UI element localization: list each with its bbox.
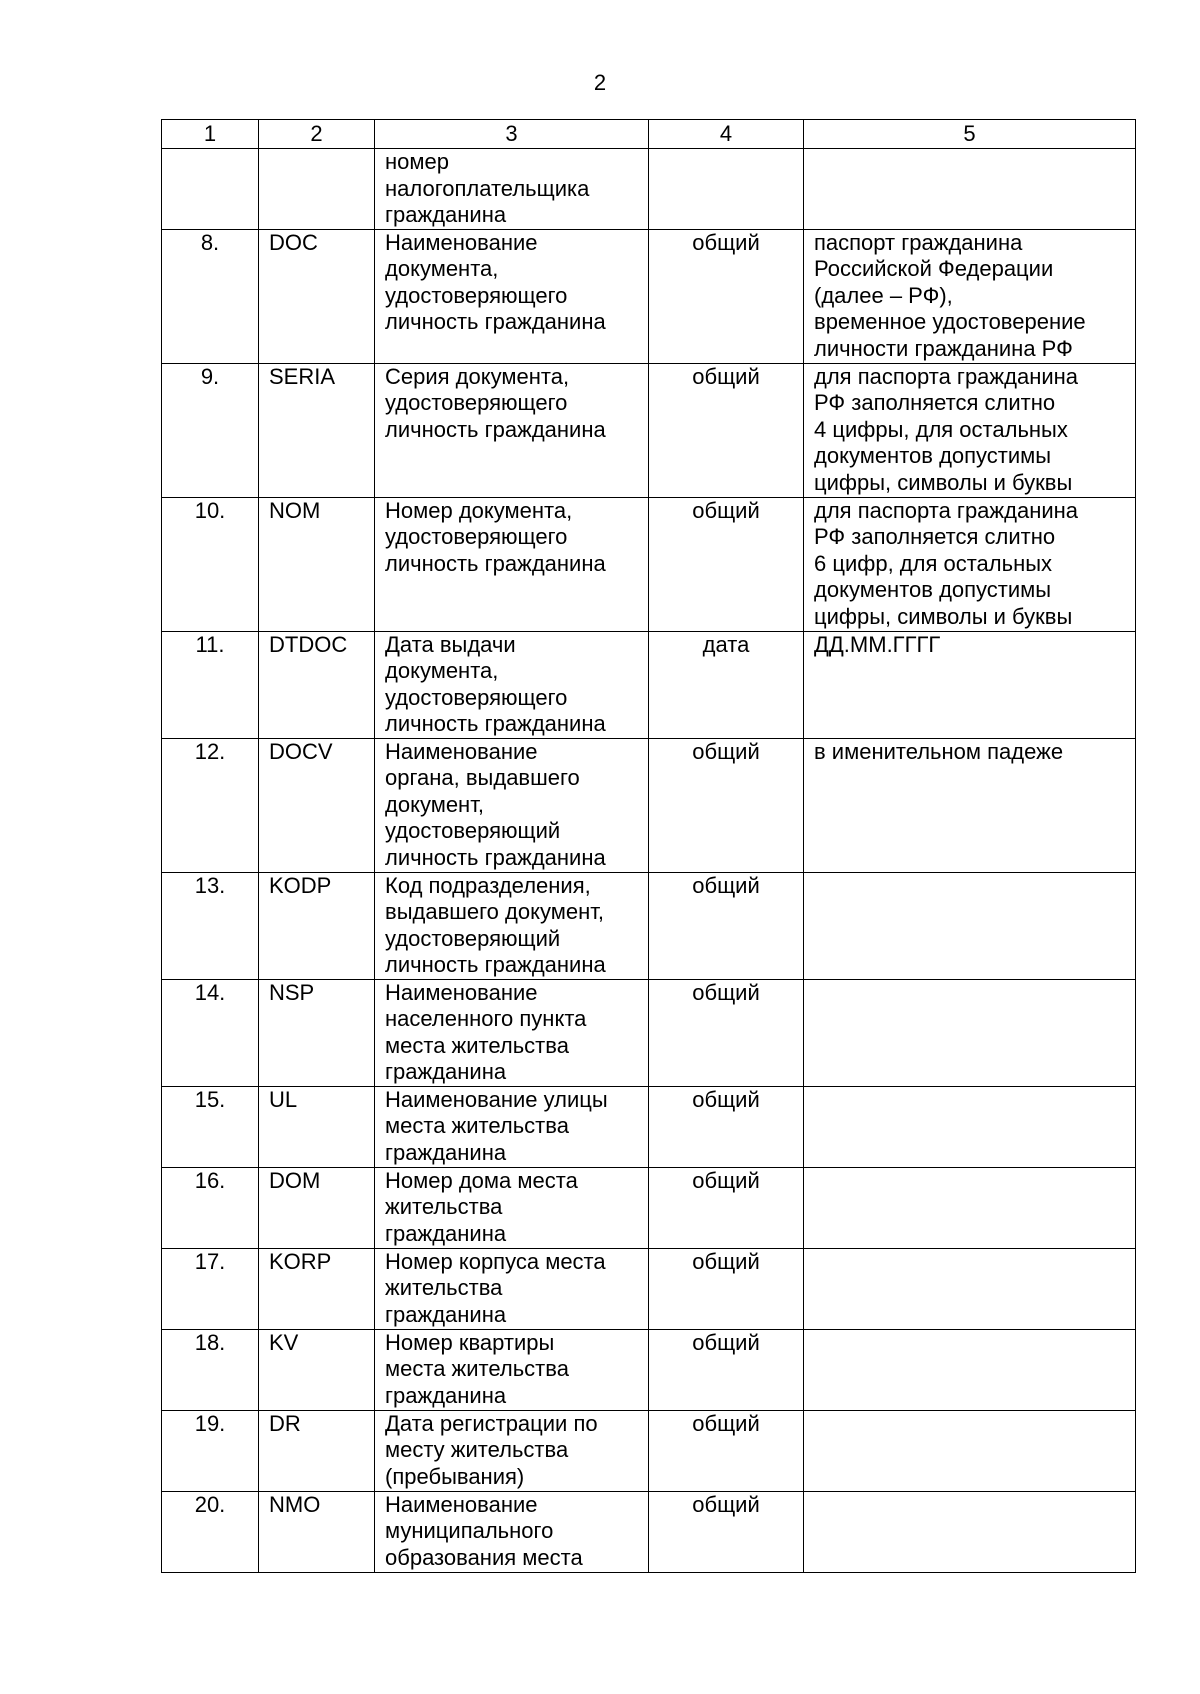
- field-code-cell: DR: [259, 1410, 375, 1491]
- field-code-cell: KODP: [259, 872, 375, 979]
- field-note-cell: [804, 1167, 1136, 1248]
- table-row: [162, 1491, 1136, 1572]
- field-code-cell: DOM: [259, 1167, 375, 1248]
- data-table: [161, 119, 1136, 1573]
- field-type-cell: [649, 149, 804, 230]
- table-row: [162, 872, 1136, 979]
- field-code-cell: SERIA: [259, 363, 375, 497]
- row-number-cell: 17.: [162, 1248, 259, 1329]
- row-number-cell: 11.: [162, 631, 259, 738]
- field-code-cell: NSP: [259, 979, 375, 1086]
- field-type-cell: общий: [649, 1248, 804, 1329]
- field-description-cell: Серия документа, удостоверяющего личность гражданина: [375, 363, 649, 497]
- row-number-cell: 14.: [162, 979, 259, 1086]
- field-description-cell: Номер корпуса места жительства гражданина: [375, 1248, 649, 1329]
- table-row: [162, 1167, 1136, 1248]
- column-header: 1: [162, 120, 259, 149]
- field-type-cell: общий: [649, 363, 804, 497]
- field-type-cell: общий: [649, 1086, 804, 1167]
- row-number-cell: 16.: [162, 1167, 259, 1248]
- field-type-cell: общий: [649, 1329, 804, 1410]
- field-description-cell: Наименование муниципального образования места: [375, 1491, 649, 1572]
- table-row: [162, 1086, 1136, 1167]
- field-code-cell: DOCV: [259, 738, 375, 872]
- field-type-cell: общий: [649, 872, 804, 979]
- field-note-cell: паспорт гражданина Российской Федерации (далее – РФ), временное удостоверение личности гражданина РФ: [804, 229, 1136, 363]
- row-number-cell: [162, 149, 259, 230]
- field-note-cell: [804, 1410, 1136, 1491]
- field-description-cell: номер налогоплательщика гражданина: [375, 149, 649, 230]
- field-note-cell: [804, 1329, 1136, 1410]
- table-row: [162, 363, 1136, 497]
- field-description-cell: Дата регистрации по месту жительства (пребывания): [375, 1410, 649, 1491]
- table-row: [162, 1248, 1136, 1329]
- column-header: 2: [259, 120, 375, 149]
- field-type-cell: общий: [649, 1167, 804, 1248]
- table-row: [162, 631, 1136, 738]
- field-code-cell: NMO: [259, 1491, 375, 1572]
- field-description-cell: Номер документа, удостоверяющего личность гражданина: [375, 497, 649, 631]
- field-note-cell: в именительном падеже: [804, 738, 1136, 872]
- column-header: 5: [804, 120, 1136, 149]
- field-description-cell: Наименование документа, удостоверяющего личность гражданина: [375, 229, 649, 363]
- field-note-cell: [804, 149, 1136, 230]
- field-note-cell: для паспорта гражданина РФ заполняется слитно 4 цифры, для остальных документов допустимы цифры, символы и буквы: [804, 363, 1136, 497]
- field-note-cell: [804, 872, 1136, 979]
- field-code-cell: KV: [259, 1329, 375, 1410]
- field-description-cell: Дата выдачи документа, удостоверяющего личность гражданина: [375, 631, 649, 738]
- table-row: [162, 979, 1136, 1086]
- row-number-cell: 12.: [162, 738, 259, 872]
- table-row: [162, 229, 1136, 363]
- row-number-cell: 8.: [162, 229, 259, 363]
- row-number-cell: 10.: [162, 497, 259, 631]
- field-description-cell: Наименование улицы места жительства гражданина: [375, 1086, 649, 1167]
- field-note-cell: ДД.ММ.ГГГГ: [804, 631, 1136, 738]
- field-type-cell: общий: [649, 738, 804, 872]
- field-type-cell: дата: [649, 631, 804, 738]
- table-row: [162, 497, 1136, 631]
- table-row: [162, 1329, 1136, 1410]
- row-number-cell: 19.: [162, 1410, 259, 1491]
- page-number: 2: [593, 70, 607, 95]
- field-type-cell: общий: [649, 229, 804, 363]
- table-row: [162, 1410, 1136, 1491]
- field-code-cell: UL: [259, 1086, 375, 1167]
- field-code-cell: NOM: [259, 497, 375, 631]
- field-description-cell: Наименование населенного пункта места жительства гражданина: [375, 979, 649, 1086]
- field-type-cell: общий: [649, 1491, 804, 1572]
- column-header: 4: [649, 120, 804, 149]
- row-number-cell: 13.: [162, 872, 259, 979]
- table-header-row: [162, 120, 1136, 149]
- field-type-cell: общий: [649, 1410, 804, 1491]
- field-description-cell: Номер квартиры места жительства гражданина: [375, 1329, 649, 1410]
- field-code-cell: DOC: [259, 229, 375, 363]
- table-row: [162, 738, 1136, 872]
- field-type-cell: общий: [649, 497, 804, 631]
- field-description-cell: Номер дома места жительства гражданина: [375, 1167, 649, 1248]
- field-note-cell: для паспорта гражданина РФ заполняется слитно 6 цифр, для остальных документов допустимы цифры, символы и буквы: [804, 497, 1136, 631]
- field-note-cell: [804, 1248, 1136, 1329]
- field-type-cell: общий: [649, 979, 804, 1086]
- field-note-cell: [804, 979, 1136, 1086]
- column-header: 3: [375, 120, 649, 149]
- field-code-cell: DTDOC: [259, 631, 375, 738]
- table-row: [162, 149, 1136, 230]
- field-note-cell: [804, 1491, 1136, 1572]
- field-description-cell: Наименование органа, выдавшего документ, удостоверяющий личность гражданина: [375, 738, 649, 872]
- row-number-cell: 15.: [162, 1086, 259, 1167]
- field-description-cell: Код подразделения, выдавшего документ, удостоверяющий личность гражданина: [375, 872, 649, 979]
- field-code-cell: KORP: [259, 1248, 375, 1329]
- field-note-cell: [804, 1086, 1136, 1167]
- field-code-cell: [259, 149, 375, 230]
- row-number-cell: 9.: [162, 363, 259, 497]
- row-number-cell: 20.: [162, 1491, 259, 1572]
- row-number-cell: 18.: [162, 1329, 259, 1410]
